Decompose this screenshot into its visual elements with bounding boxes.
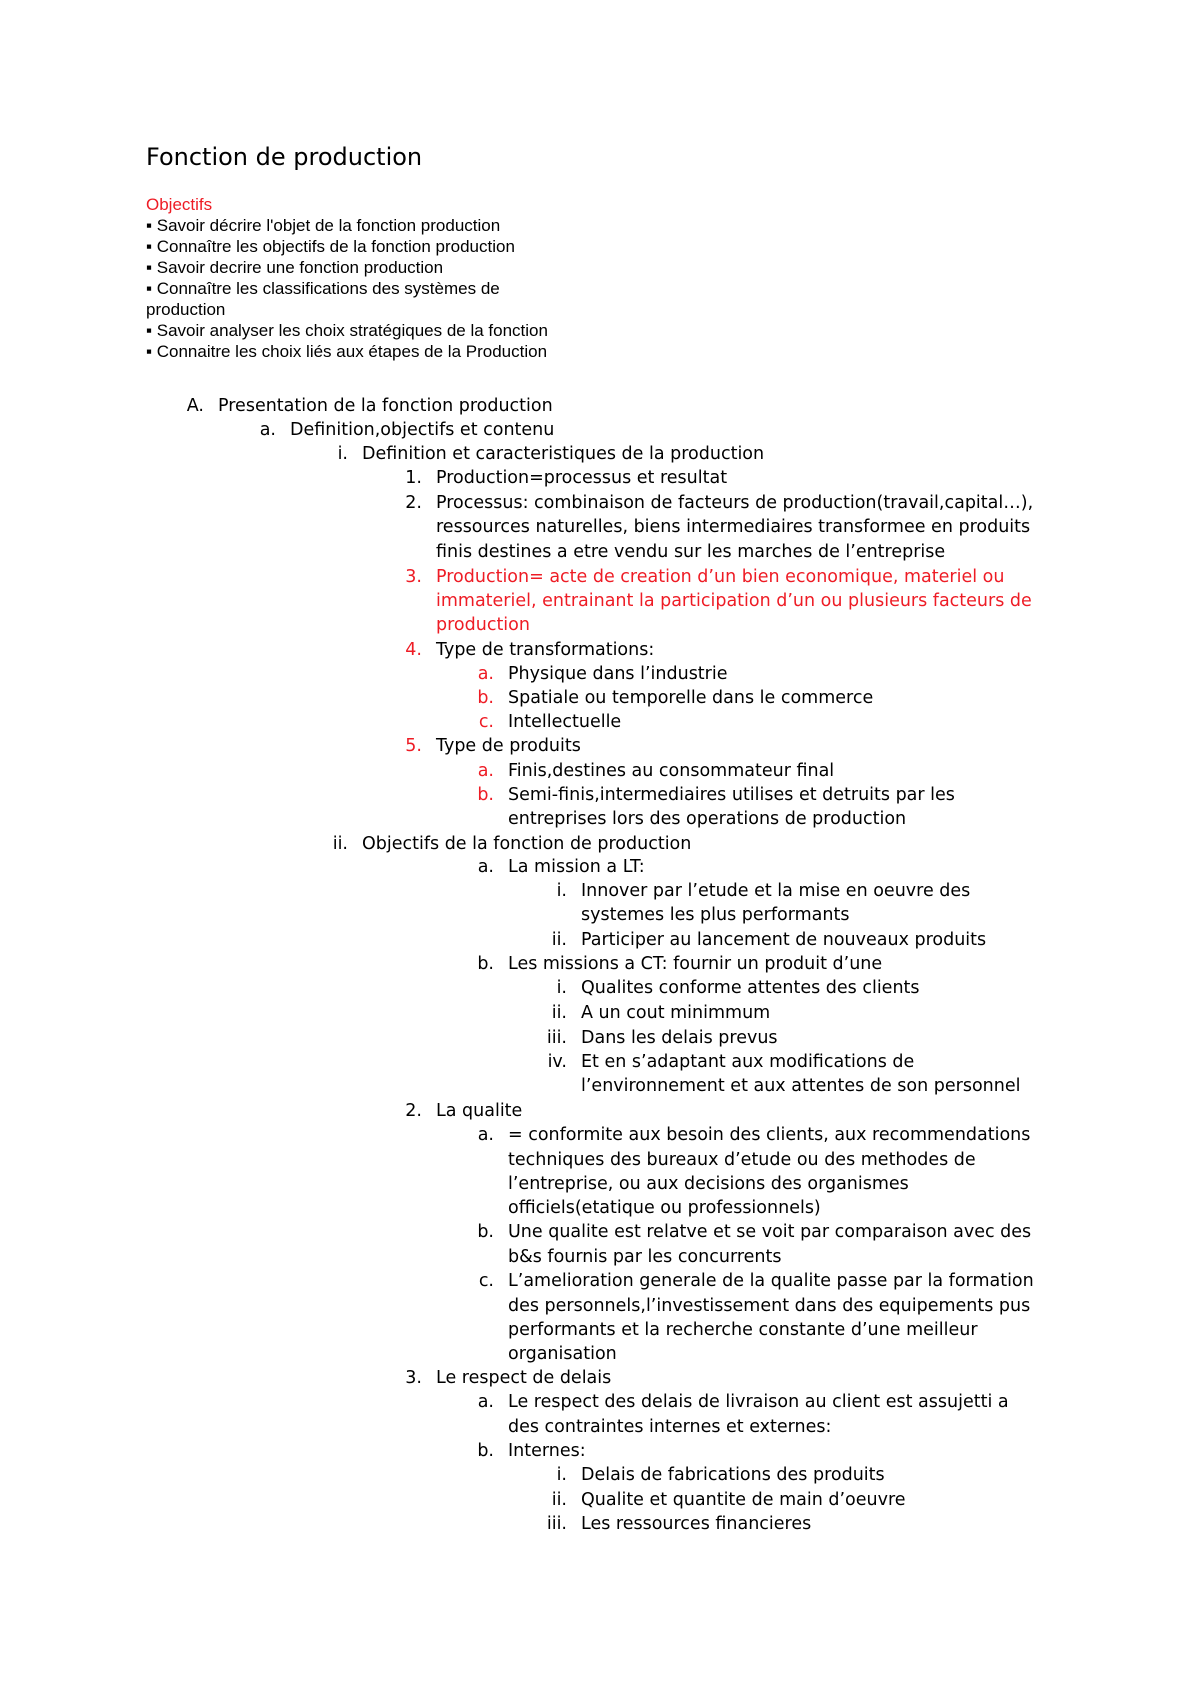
outline-text: entreprises lors des operations de production — [508, 809, 907, 829]
outline-text: organisation — [508, 1344, 617, 1364]
outline-text: officiels(etatique ou professionnels) — [508, 1198, 821, 1218]
objectif-item: ▪ Connaitre les choix liés aux étapes de la Production — [146, 342, 548, 361]
outline-text: = conformite aux besoin des clients, aux recommendations — [508, 1125, 1031, 1145]
outline-marker: i. — [556, 1465, 567, 1485]
outline-text: Production= acte de creation d’un bien economique, materiel ou — [436, 567, 1005, 587]
outline-text: Presentation de la fonction production — [218, 396, 553, 416]
outline-text: production — [436, 615, 530, 635]
outline-text: Une qualite est relatve et se voit par comparaison avec des — [508, 1222, 1032, 1242]
outline-text: Objectifs de la fonction de production — [362, 834, 692, 854]
outline-text: Definition,objectifs et contenu — [290, 420, 555, 440]
outline-marker: 5. — [405, 736, 422, 756]
outline-marker: i. — [337, 444, 348, 464]
outline-text: Physique dans l’industrie — [508, 664, 728, 684]
outline-text: Delais de fabrications des produits — [581, 1465, 885, 1485]
outline-marker: ii. — [551, 1003, 567, 1023]
outline-text: Qualite et quantite de main d’oeuvre — [581, 1490, 906, 1510]
objectif-item: ▪ Savoir décrire l'objet de la fonction production — [146, 216, 501, 235]
outline-marker: ii. — [551, 930, 567, 950]
outline-text: Definition et caracteristiques de la production — [362, 444, 765, 464]
outline-marker: a. — [477, 1125, 494, 1145]
outline-text: finis destines a etre vendu sur les marches de l’entreprise — [436, 542, 946, 562]
outline-text: Type de produits — [436, 736, 581, 756]
outline-marker: a. — [477, 857, 494, 877]
outline-text: des contraintes internes et externes: — [508, 1417, 832, 1437]
outline-marker: ii. — [551, 1490, 567, 1510]
outline-marker: 1. — [405, 468, 422, 488]
outline-text: b&s fournis par les concurrents — [508, 1247, 782, 1267]
outline-marker: A. — [186, 396, 204, 416]
document-title: Fonction de production — [146, 143, 423, 171]
outline-text: ressources naturelles, biens intermediaires transformee en produits — [436, 517, 1031, 537]
outline-marker: b. — [477, 1441, 494, 1461]
outline-marker: a. — [477, 1392, 494, 1412]
objectifs-heading: Objectifs — [146, 195, 213, 214]
objectif-item: ▪ Connaître les objectifs de la fonction production — [146, 237, 515, 256]
outline-text: Les ressources financieres — [581, 1514, 812, 1534]
outline-marker: iii. — [546, 1514, 567, 1534]
outline-text: Et en s’adaptant aux modifications de — [581, 1052, 915, 1072]
outline-marker: i. — [556, 881, 567, 901]
outline-marker: iv. — [547, 1052, 567, 1072]
outline-marker: a. — [259, 420, 276, 440]
outline-text: Les missions a CT: fournir un produit d’une — [508, 954, 883, 974]
objectif-item: production — [146, 300, 226, 319]
outline-text: Finis,destines au consommateur final — [508, 761, 835, 781]
outline-marker: iii. — [546, 1028, 567, 1048]
outline-marker: b. — [477, 688, 494, 708]
outline-marker: 4. — [405, 640, 422, 660]
outline-marker: c. — [478, 1271, 494, 1291]
outline-marker: 3. — [405, 1368, 422, 1388]
outline-text: Spatiale ou temporelle dans le commerce — [508, 688, 874, 708]
outline-text: Semi-finis,intermediaires utilises et detruits par les — [508, 785, 955, 805]
outline-text: Dans les delais prevus — [581, 1028, 778, 1048]
outline-marker: ii. — [332, 834, 348, 854]
outline-marker: a. — [477, 664, 494, 684]
outline-marker: 2. — [405, 493, 422, 513]
objectif-item: ▪ Savoir decrire une fonction production — [146, 258, 444, 277]
outline-text: A un cout minimmum — [581, 1003, 771, 1023]
outline-text: Internes: — [508, 1441, 586, 1461]
outline-text: des personnels,l’investissement dans des equipements pus — [508, 1296, 1031, 1316]
objectif-item: ▪ Connaître les classifications des systèmes de — [146, 279, 500, 298]
outline-text: Le respect de delais — [436, 1368, 612, 1388]
outline-marker: 2. — [405, 1101, 422, 1121]
outline-marker: 3. — [405, 567, 422, 587]
outline-text: Production=processus et resultat — [436, 468, 728, 488]
outline-text: La qualite — [436, 1101, 523, 1121]
outline-text: Innover par l’etude et la mise en oeuvre des — [581, 881, 971, 901]
outline-text: Processus: combinaison de facteurs de production(travail,capital…), — [436, 493, 1034, 513]
outline-text: Le respect des delais de livraison au client est assujetti a — [508, 1392, 1009, 1412]
outline-text: l’environnement et aux attentes de son personnel — [581, 1076, 1021, 1096]
outline-text: L’amelioration generale de la qualite passe par la formation — [508, 1271, 1034, 1291]
outline-text: techniques des bureaux d’etude ou des methodes de — [508, 1150, 976, 1170]
objectif-item: ▪ Savoir analyser les choix stratégiques de la fonction — [146, 321, 548, 340]
outline-text: Intellectuelle — [508, 712, 622, 732]
outline-text: performants et la recherche constante d’une meilleur — [508, 1320, 978, 1340]
outline-text: La mission a LT: — [508, 857, 645, 877]
outline-marker: b. — [477, 785, 494, 805]
outline-text: l’entreprise, ou aux decisions des organismes — [508, 1174, 909, 1194]
outline-marker: b. — [477, 1222, 494, 1242]
outline-text: immateriel, entrainant la participation d’un ou plusieurs facteurs de — [436, 591, 1032, 611]
outline-marker: b. — [477, 954, 494, 974]
outline-marker: c. — [478, 712, 494, 732]
outline-text: Participer au lancement de nouveaux produits — [581, 930, 987, 950]
outline-text: Type de transformations: — [436, 640, 655, 660]
outline-marker: a. — [477, 761, 494, 781]
outline-marker: i. — [556, 978, 567, 998]
outline-text: Qualites conforme attentes des clients — [581, 978, 920, 998]
outline-text: systemes les plus performants — [581, 905, 850, 925]
